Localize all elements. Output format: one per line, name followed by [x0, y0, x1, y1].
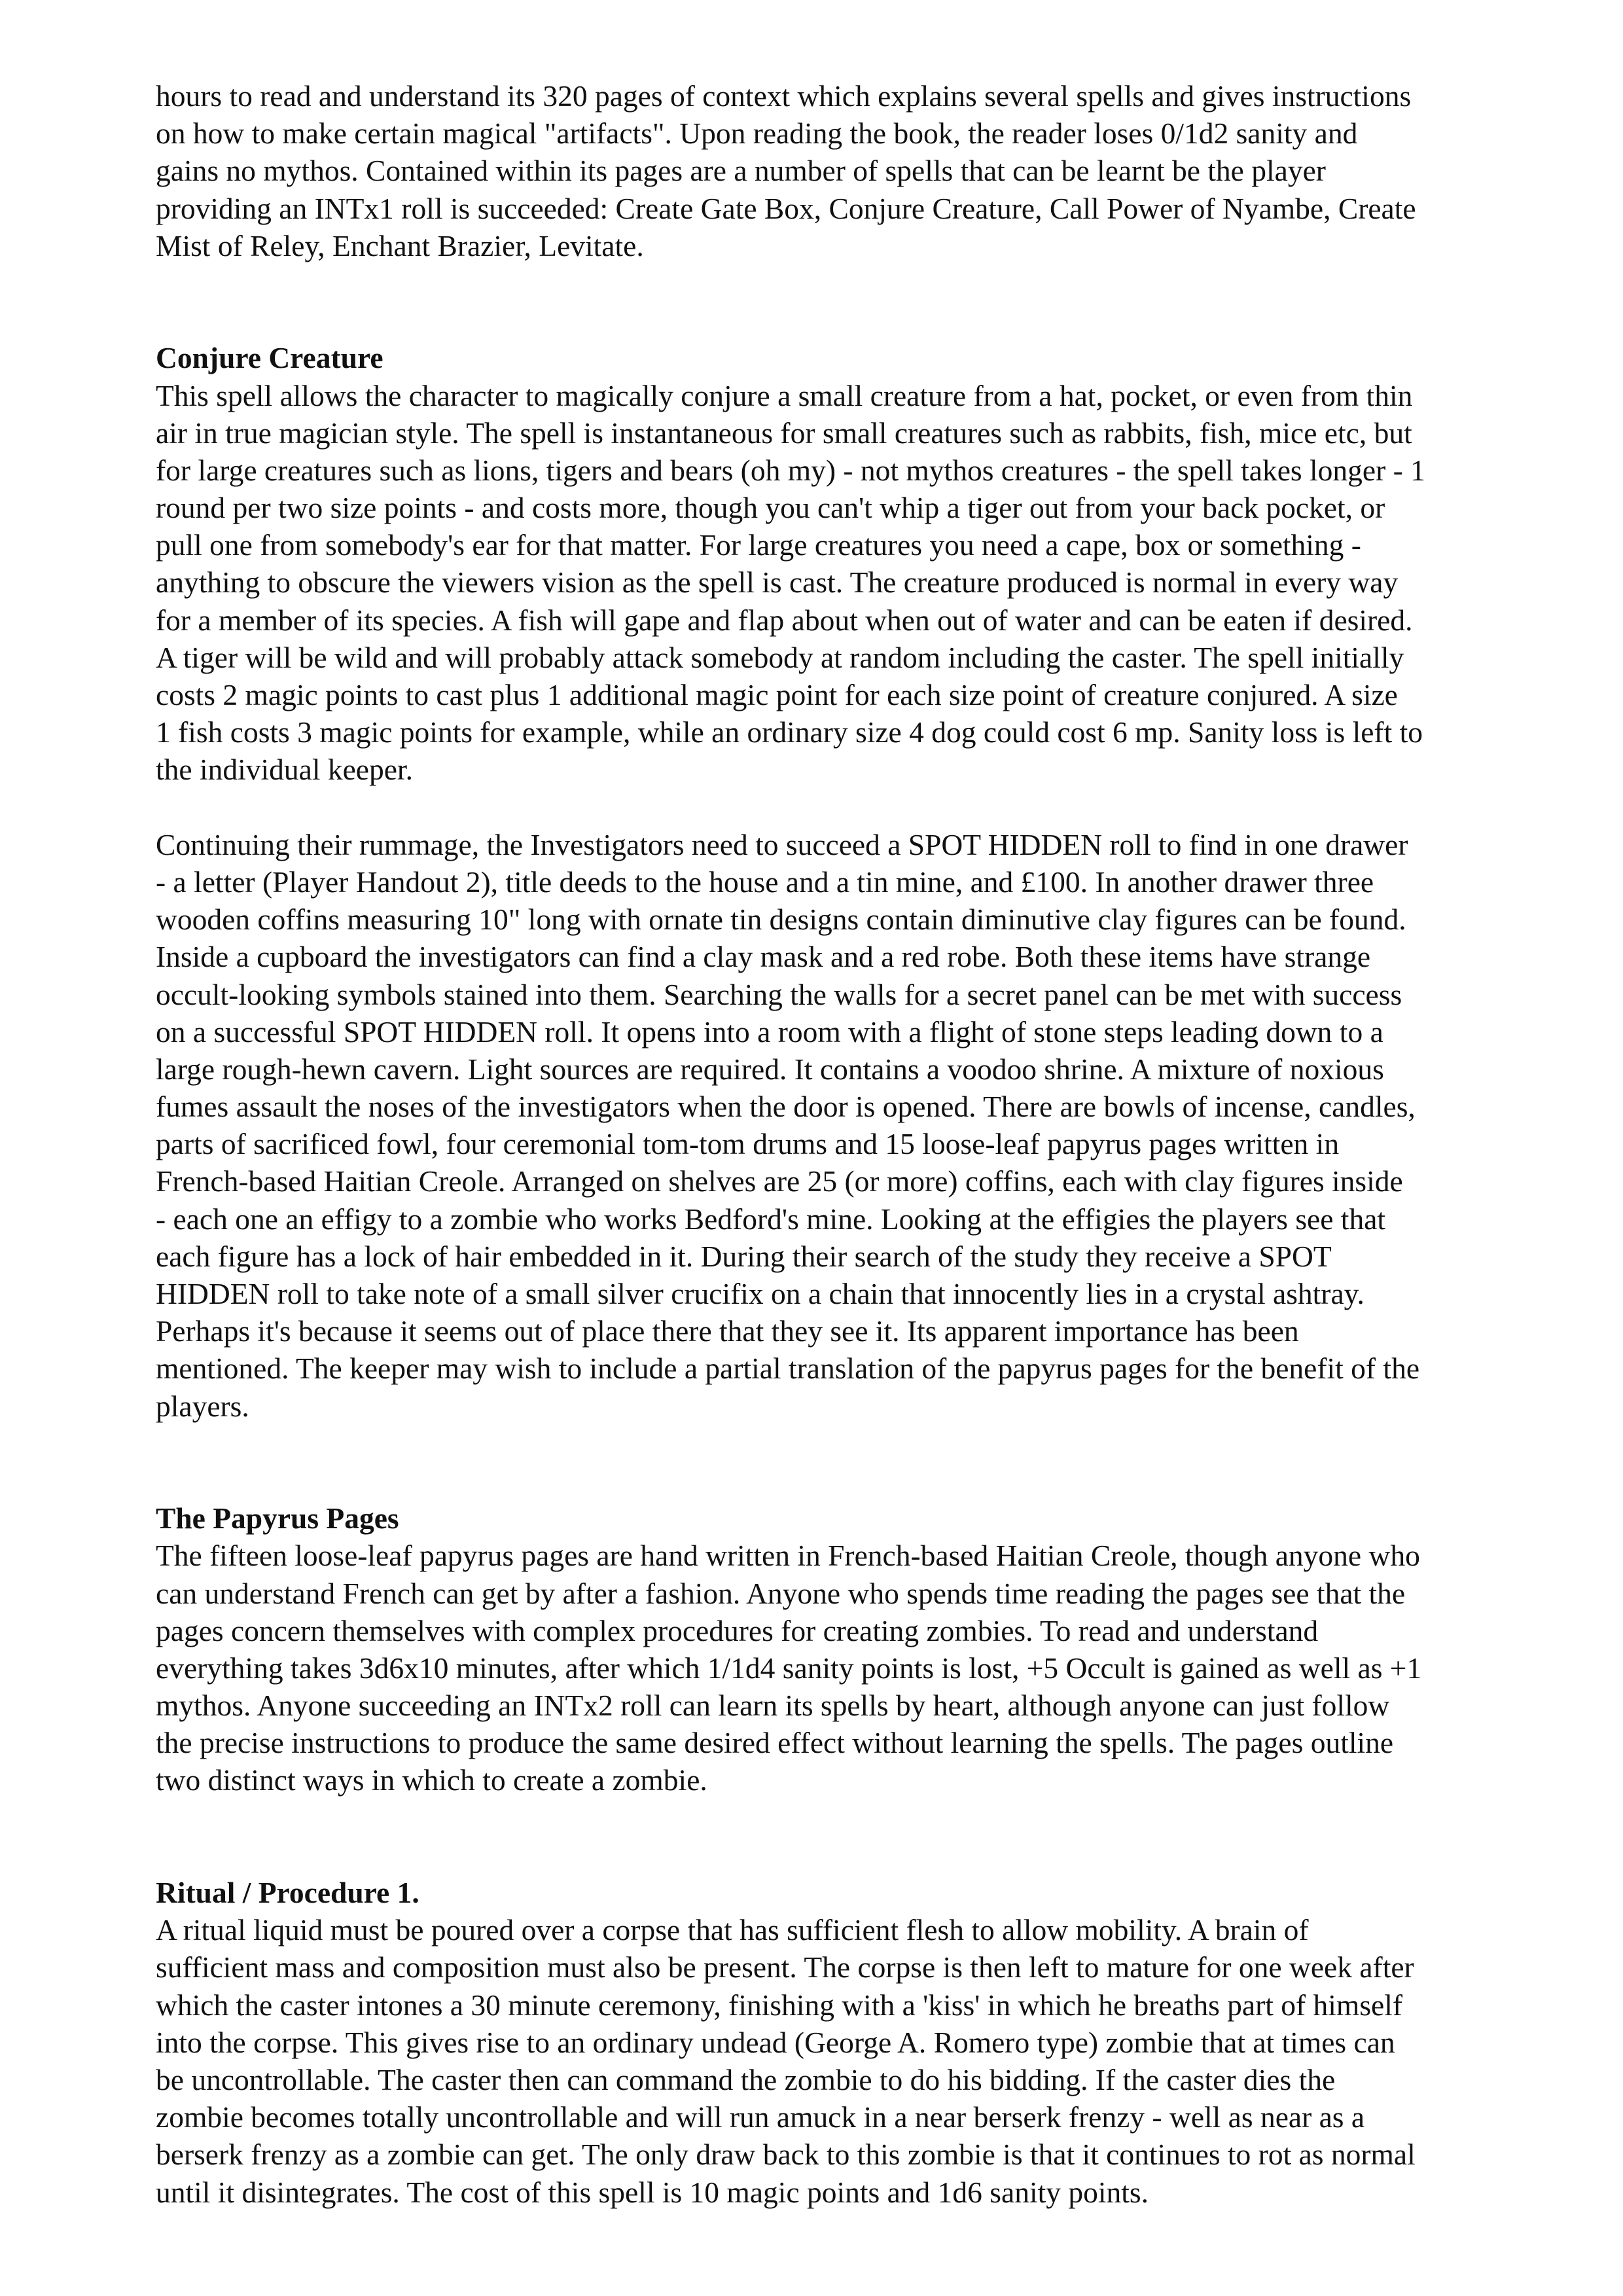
papyrus-pages-section	[156, 1499, 1556, 1799]
paragraph-gap	[156, 264, 1556, 339]
text-line: Mist of Reley, Enchant Brazier, Levitate.	[156, 228, 644, 262]
text-line: players.	[156, 1389, 249, 1423]
text-line: round per two size points - and costs more, though you can't whip a tiger out from your back pocket, or	[156, 491, 1385, 525]
rummage-paragraph	[156, 826, 1556, 1425]
text-line: occult-looking symbols stained into them. Searching the walls for a secret panel can be met with success	[156, 977, 1402, 1011]
text-line: on how to make certain magical "artifacts". Upon reading the book, the reader loses 0/1d2 sanity and	[156, 117, 1358, 151]
text-line: Inside a cupboard the investigators can find a clay mask and a red robe. Both these items have strange	[156, 940, 1371, 974]
paragraph-gap	[156, 789, 1556, 826]
text-line: which the caster intones a 30 minute ceremony, finishing with a 'kiss' in which he breaths part of himself	[156, 1988, 1403, 2022]
text-line: pull one from somebody's ear for that matter. For large creatures you need a cape, box or something -	[156, 528, 1361, 562]
text-line: large rough-hewn cavern. Light sources are required. It contains a voodoo shrine. A mixture of noxious	[156, 1052, 1384, 1086]
text-line: HIDDEN roll to take note of a small silver crucifix on a chain that innocently lies in a crystal ashtray.	[156, 1277, 1364, 1311]
text-line: A tiger will be wild and will probably attack somebody at random including the caster. The spell initially	[156, 640, 1404, 674]
text-line: be uncontrollable. The caster then can command the zombie to do his bidding. If the caster dies the	[156, 2062, 1336, 2096]
text-line: anything to obscure the viewers vision as the spell is cast. The creature produced is normal in every way	[156, 565, 1399, 600]
text-line: can understand French can get by after a fashion. Anyone who spends time reading the pages see that the	[156, 1576, 1406, 1610]
text-line: into the corpse. This gives rise to an ordinary undead (George A. Romero type) zombie that at times can	[156, 2025, 1395, 2059]
text-line: parts of sacrificed fowl, four ceremonial tom-tom drums and 15 loose-leaf papyrus pages written in	[156, 1127, 1340, 1161]
text-line: the individual keeper.	[156, 753, 413, 787]
text-line: berserk frenzy as a zombie can get. The only draw back to this zombie is that it continues to rot as normal	[156, 2138, 1416, 2172]
text-line: French-based Haitian Creole. Arranged on shelves are 25 (or more) coffins, each with clay figures inside	[156, 1164, 1403, 1198]
text-line: mythos. Anyone succeeding an INTx2 roll can learn its spells by heart, although anyone can just follow	[156, 1689, 1390, 1723]
text-line: for a member of its species. A fish will gape and flap about when out of water and can be eaten if desired.	[156, 603, 1413, 637]
section-heading: Ritual / Procedure 1.	[156, 1876, 419, 1910]
text-line: Perhaps it's because it seems out of place there that they see it. Its apparent importance has been	[156, 1314, 1299, 1348]
intro-paragraph	[156, 77, 1556, 264]
text-line: A ritual liquid must be poured over a corpse that has sufficient flesh to allow mobility. A brain of	[156, 1913, 1309, 1947]
text-line: - a letter (Player Handout 2), title deeds to the house and a tin mine, and £100. In another drawer three	[156, 865, 1374, 899]
text-line: - each one an effigy to a zombie who works Bedford's mine. Looking at the effigies the players see that	[156, 1202, 1386, 1236]
text-line: Continuing their rummage, the Investigators need to succeed a SPOT HIDDEN roll to find in one drawer	[156, 827, 1408, 861]
text-line: gains no mythos. Contained within its pages are a number of spells that can be learnt be the player	[156, 154, 1326, 188]
text-line: fumes assault the noses of the investigators when the door is opened. There are bowls of incense, candles,	[156, 1090, 1416, 1124]
ritual-procedure-1-section	[156, 1874, 1556, 2211]
text-line: on a successful SPOT HIDDEN roll. It opens into a room with a flight of stone steps leading down to a	[156, 1014, 1383, 1049]
text-line: each figure has a lock of hair embedded in it. During their search of the study they receive a SPOT	[156, 1239, 1332, 1273]
section-heading: The Papyrus Pages	[156, 1501, 399, 1535]
text-line: zombie becomes totally uncontrollable and will run amuck in a near berserk frenzy - well as near as a	[156, 2100, 1365, 2134]
text-line: until it disintegrates. The cost of this spell is 10 magic points and 1d6 sanity points.	[156, 2175, 1149, 2209]
text-line: providing an INTx1 roll is succeeded: Create Gate Box, Conjure Creature, Call Power of Nyambe, Create	[156, 191, 1416, 225]
text-line: This spell allows the character to magically conjure a small creature from a hat, pocket, or even from thin	[156, 378, 1413, 412]
text-line: the precise instructions to produce the same desired effect without learning the spells. The pages outline	[156, 1726, 1394, 1760]
conjure-creature-section	[156, 339, 1556, 788]
text-line: The fifteen loose-leaf papyrus pages are hand written in French-based Haitian Creole, though anyone who	[156, 1539, 1420, 1573]
text-line: wooden coffins measuring 10" long with ornate tin designs contain diminutive clay figures can be found.	[156, 903, 1406, 937]
paragraph-gap	[156, 1799, 1556, 1874]
paragraph-gap	[156, 1425, 1556, 1499]
text-line: costs 2 magic points to cast plus 1 additional magic point for each size point of creature conjured. A size	[156, 678, 1398, 712]
text-line: two distinct ways in which to create a zombie.	[156, 1763, 707, 1797]
text-line: 1 fish costs 3 magic points for example, while an ordinary size 4 dog could cost 6 mp. Sanity loss is left to	[156, 715, 1423, 749]
text-line: hours to read and understand its 320 pages of context which explains several spells and gives instructions	[156, 79, 1412, 113]
document-page	[156, 77, 1556, 2211]
text-line: sufficient mass and composition must also be present. The corpse is then left to mature for one week after	[156, 1950, 1414, 1984]
text-line: everything takes 3d6x10 minutes, after which 1/1d4 sanity points is lost, +5 Occult is gained as well as +1	[156, 1651, 1422, 1685]
text-line: mentioned. The keeper may wish to include a partial translation of the papyrus pages for the benefit of the	[156, 1352, 1420, 1386]
section-heading: Conjure Creature	[156, 341, 383, 375]
text-line: air in true magician style. The spell is instantaneous for small creatures such as rabbits, fish, mice etc, but	[156, 416, 1412, 450]
text-line: pages concern themselves with complex procedures for creating zombies. To read and understand	[156, 1613, 1319, 1647]
text-line: for large creatures such as lions, tigers and bears (oh my) - not mythos creatures - the spell takes longer - 1	[156, 453, 1425, 487]
